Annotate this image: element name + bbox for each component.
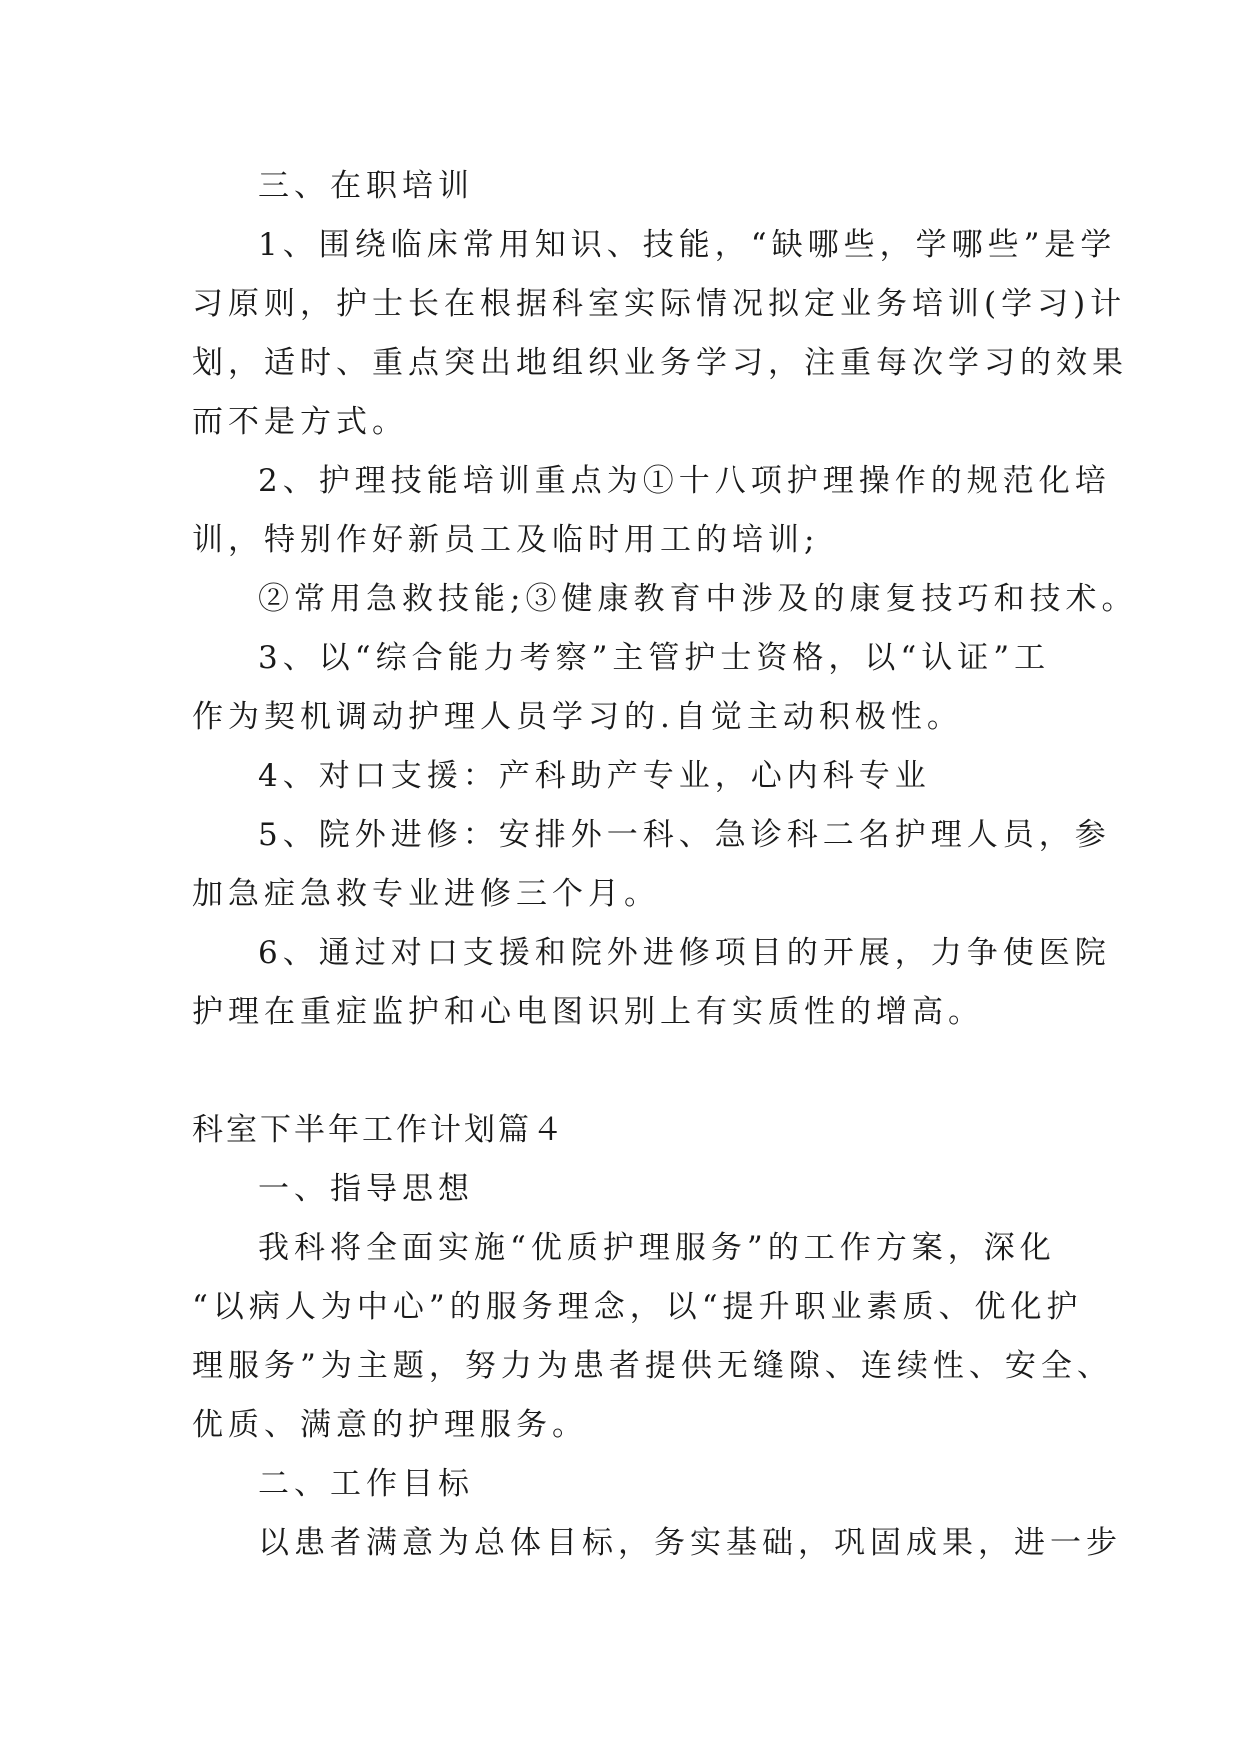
item-2-line-1: 2、护理技能培训重点为①十八项护理操作的规范化培: [258, 463, 1111, 499]
item-1-line-1: 1、围绕临床常用知识、技能，“缺哪些，学哪些”是学: [258, 227, 1117, 263]
item-5-line-1: 5、院外进修：安排外一科、急诊科二名护理人员，参: [258, 817, 1111, 853]
item-5-line-2: 加急症急救专业进修三个月。: [192, 876, 660, 912]
item-1-line-4: 而不是方式。: [192, 404, 408, 440]
para-2-line-1: 以患者满意为总体目标，务实基础，巩固成果，进一步: [258, 1525, 1122, 1561]
item-6-line-2: 护理在重症监护和心电图识别上有实质性的增高。: [192, 994, 984, 1030]
item-3-line-1: 3、以“综合能力考察”主管护士资格，以“认证”工: [258, 640, 1051, 676]
item-3-line-2: 作为契机调动护理人员学习的.自觉主动积极性。: [192, 699, 963, 735]
item-1-line-3: 划，适时、重点突出地组织业务学习，注重每次学习的效果: [192, 345, 1128, 381]
heading-guiding-ideology: 一、指导思想: [258, 1171, 474, 1207]
para-1-line-1: 我科将全面实施“优质护理服务”的工作方案，深化: [258, 1230, 1056, 1266]
para-1-line-3: 理服务”为主题，努力为患者提供无缝隙、连续性、安全、: [192, 1348, 1113, 1384]
para-1-line-2: “以病人为中心”的服务理念，以“提升职业素质、优化护: [192, 1289, 1083, 1325]
item-1-line-2: 习原则，护士长在根据科室实际情况拟定业务培训(学习)计: [192, 286, 1127, 322]
part-4-title: 科室下半年工作计划篇４: [192, 1112, 566, 1148]
section-heading-in-service-training: 三、在职培训: [258, 168, 474, 204]
item-4-line-1: 4、对口支援：产科助产专业，心内科专业: [258, 758, 931, 794]
para-1-line-4: 优质、满意的护理服务。: [192, 1407, 588, 1443]
item-6-line-1: 6、通过对口支援和院外进修项目的开展，力争使医院: [258, 935, 1111, 971]
item-2-line-2: 训，特别作好新员工及临时用工的培训;: [192, 522, 820, 558]
item-2-line-3: ②常用急救技能;③健康教育中涉及的康复技巧和技术。: [258, 581, 1138, 617]
heading-work-goals: 二、工作目标: [258, 1466, 474, 1502]
